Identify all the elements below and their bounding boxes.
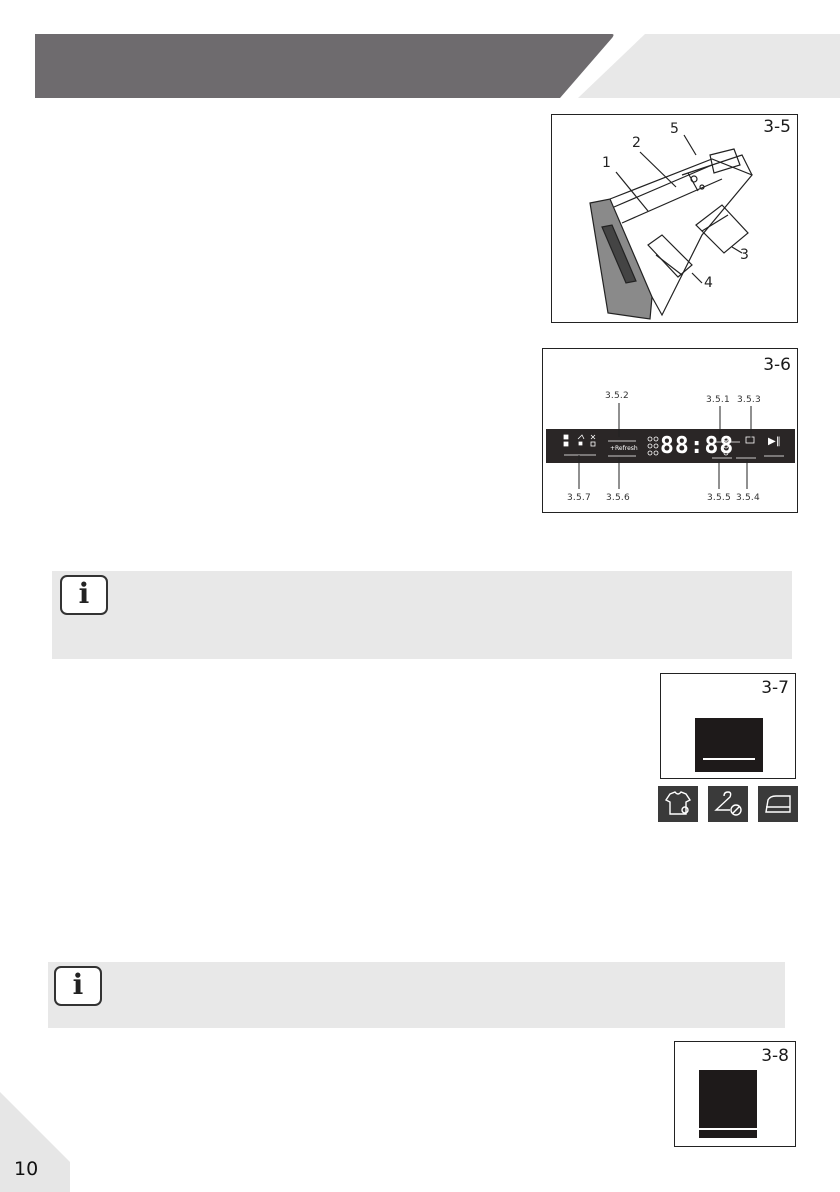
- info-box-1: [52, 571, 792, 659]
- display-screen: [695, 718, 763, 772]
- figure-3-5: [551, 114, 798, 323]
- label-3-5-4: 3.5.4: [736, 493, 760, 503]
- detergent-drawer-drawing: [552, 115, 799, 324]
- header-banner: [0, 0, 840, 110]
- label-3-5-7: 3.5.7: [567, 493, 591, 503]
- callout-5: 5: [670, 121, 679, 137]
- figure-label: 3-8: [761, 1046, 789, 1066]
- label-3-5-3: 3.5.3: [737, 395, 761, 405]
- screen-underline: [699, 1128, 757, 1130]
- page-number: 10: [14, 1158, 39, 1180]
- display-screen: [699, 1070, 757, 1138]
- figure-3-6: [542, 348, 798, 513]
- info-icon: i: [60, 575, 108, 615]
- label-3-5-1: 3.5.1: [706, 395, 730, 405]
- hanger-no-icon: [708, 786, 748, 822]
- control-panel-strip: [546, 429, 795, 463]
- shirt-gear-icon: [658, 786, 698, 822]
- callout-4: 4: [704, 275, 713, 291]
- figure-label: 3-7: [761, 678, 789, 698]
- iron-icon: [758, 786, 798, 822]
- refresh-label: +Refresh: [610, 445, 638, 452]
- figure-label: 3-6: [763, 355, 791, 375]
- callout-3: 3: [740, 247, 749, 263]
- callout-2: 2: [632, 135, 641, 151]
- start-pause-icon: ▶‖: [768, 436, 781, 447]
- info-box-2: [48, 962, 785, 1028]
- figure-3-8: [674, 1041, 796, 1147]
- figure-label: 3-5: [763, 117, 791, 137]
- label-3-5-6: 3.5.6: [606, 493, 630, 503]
- info-icon: i: [54, 966, 102, 1006]
- label-3-5-5: 3.5.5: [707, 493, 731, 503]
- label-3-5-2: 3.5.2: [605, 391, 629, 401]
- callout-1: 1: [602, 155, 611, 171]
- program-display: 88:88: [660, 433, 735, 459]
- screen-underline: [703, 758, 755, 760]
- figure-3-7: [660, 673, 796, 779]
